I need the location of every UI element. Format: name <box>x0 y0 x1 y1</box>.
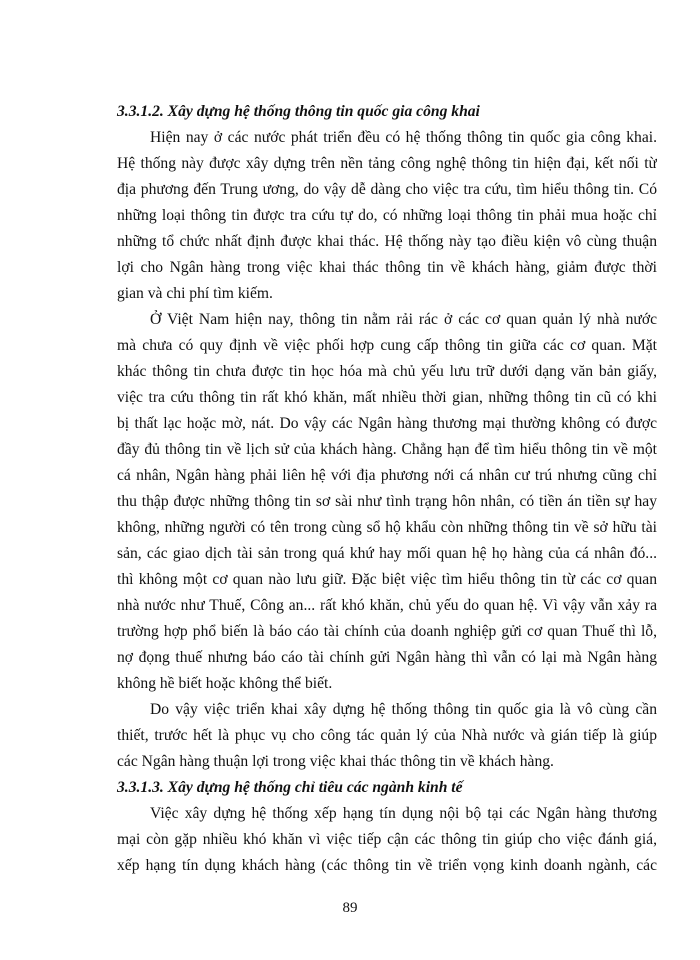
section-heading: 3.3.1.2. Xây dựng hệ thống thông tin quốc gia công khai <box>117 103 480 120</box>
text-line: Việc xây dựng hệ thống xếp hạng tín dụng nội bộ tại các Ngân hàng thương <box>150 805 657 822</box>
text-line: không, những người có tên trong cùng sổ hộ khẩu còn những thông tin về sở hữu tài <box>117 519 657 536</box>
text-line: sản, các giao dịch tài sản trong quá khứ hay mối quan hệ họ hàng của cá nhân đó... <box>117 545 657 562</box>
text-line: Hiện nay ở các nước phát triển đều có hệ thống thông tin quốc gia công khai. <box>150 129 657 146</box>
text-line: khác thông tin chưa được tin học hóa mà chủ yếu lưu trữ dưới dạng văn bản giấy, <box>117 363 657 380</box>
text-line: gian và chi phí tìm kiếm. <box>117 285 273 302</box>
text-line: những tổ chức nhất định được khai thác. Hệ thống này tạo điều kiện vô cùng thuận <box>117 233 657 250</box>
paragraph <box>117 125 657 307</box>
text-line: đầy đủ thông tin về lịch sử của khách hàng. Chẳng hạn để tìm hiểu thông tin về một <box>117 441 657 458</box>
text-line: thiết, trước hết là phục vụ cho công tác quản lý của Nhà nước và gián tiếp là giúp <box>117 727 657 744</box>
text-line: lợi cho Ngân hàng trong việc khai thác thông tin về khách hàng, giảm được thời <box>117 259 657 276</box>
text-line: cá nhân, Ngân hàng phải liên hệ với địa phương nới cá nhân cư trú nhưng cũng chỉ <box>117 467 657 484</box>
page-number: 89 <box>342 900 358 916</box>
paragraph <box>117 307 657 697</box>
text-line: Hệ thống này được xây dựng trên nền tảng công nghệ thông tin hiện đại, kết nối từ <box>117 155 657 172</box>
text-line: thu thập được những thông tin sơ sài như tình trạng hôn nhân, có tiền án tiền sự hay <box>117 493 657 510</box>
document-page <box>117 99 657 879</box>
text-line: nhà nước như Thuế, Công an... rất khó khăn, chủ yếu do quan hệ. Vì vậy vẫn xảy ra <box>117 597 657 614</box>
section-heading: 3.3.1.3. Xây dựng hệ thống chỉ tiêu các ngành kinh tế <box>117 779 463 796</box>
text-line: địa phương đến Trung ương, do vậy dễ dàng cho việc tra cứu, tìm hiểu thông tin. Có <box>117 181 657 198</box>
text-line: trường hợp phổ biến là báo cáo tài chính của doanh nghiệp gửi cơ quan Thuế thì lỗ, <box>117 623 657 640</box>
text-line: xếp hạng tín dụng khách hàng (các thông tin về triển vọng kinh doanh ngành, các <box>117 857 657 874</box>
text-line: các Ngân hàng thuận lợi trong việc khai thác thông tin về khách hàng. <box>117 753 554 770</box>
text-line: việc tra cứu thông tin rất khó khăn, mất nhiều thời gian, những thông tin cũ có khi <box>117 389 657 406</box>
paragraph <box>117 697 657 775</box>
text-line: nợ đọng thuế nhưng báo cáo tài chính gửi Ngân hàng thì vẫn có lại mà Ngân hàng <box>117 649 657 666</box>
text-line: thì không một cơ quan nào lưu giữ. Đặc biệt việc tìm hiểu thông tin từ các cơ quan <box>117 571 657 588</box>
text-line: Do vậy việc triển khai xây dựng hệ thống thông tin quốc gia là vô cùng cần <box>150 701 657 718</box>
text-line: không hề biết hoặc không thể biết. <box>117 675 333 692</box>
text-line: những loại thông tin được tra cứu tự do, có những loại thông tin phải mua hoặc chỉ <box>117 207 657 224</box>
paragraph <box>117 801 657 879</box>
text-line: bị thất lạc hoặc mờ, nát. Do vậy các Ngân hàng thương mại thường không có được <box>117 415 657 432</box>
text-line: mà chưa có quy định về việc phối hợp cung cấp thông tin giữa các cơ quan. Mặt <box>117 337 657 354</box>
text-line: mại còn gặp nhiều khó khăn vì việc tiếp cận các thông tin giúp cho việc đánh giá, <box>117 831 657 848</box>
text-line: Ở Việt Nam hiện nay, thông tin nằm rải rác ở các cơ quan quản lý nhà nước <box>150 311 657 328</box>
